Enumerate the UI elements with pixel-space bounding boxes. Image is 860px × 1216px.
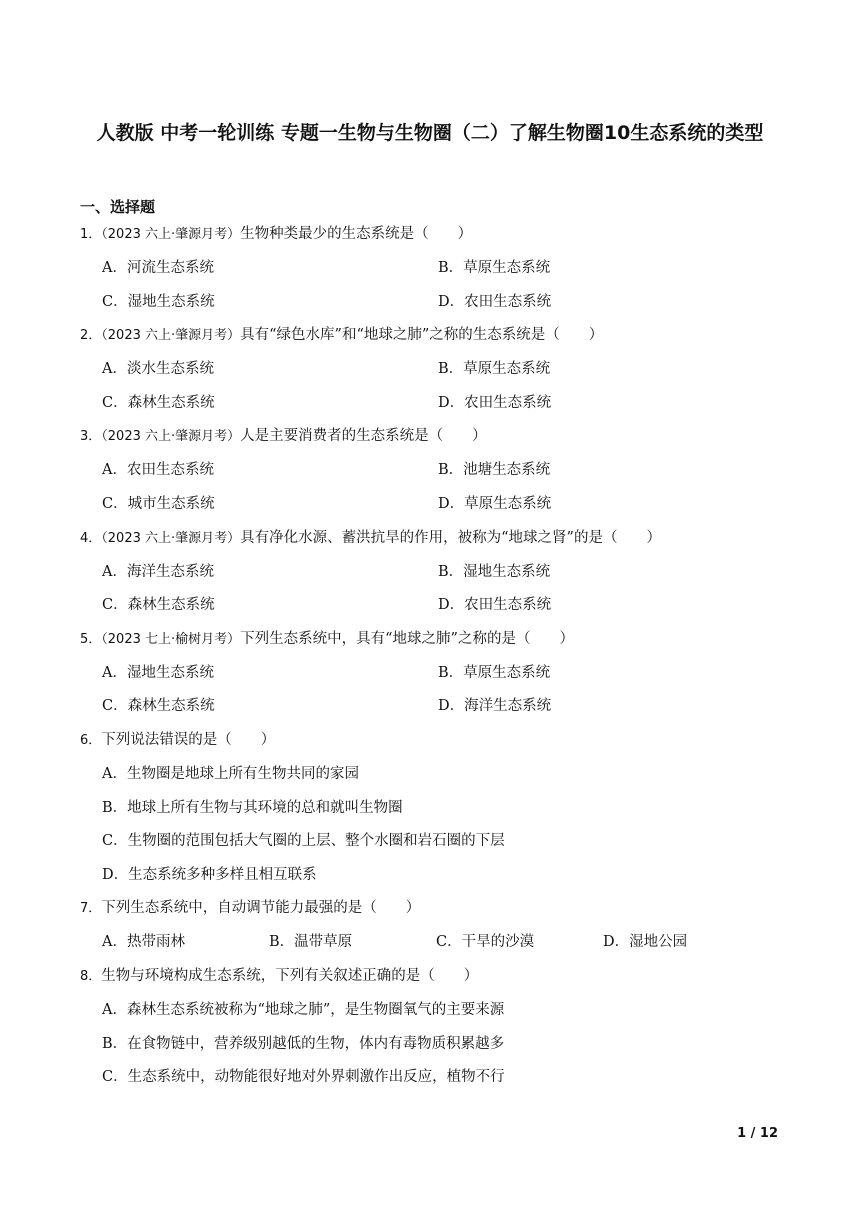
answer-options [80,764,780,898]
answer-option[interactable]: D．海洋生态系统 [438,698,552,715]
answer-option[interactable]: A．湿地生态系统 [102,664,214,681]
answer-option[interactable]: C．森林生态系统 [102,394,215,411]
answer-option[interactable]: B．在食物链中，营养级别越低的生物，体内有毒物质积累越多 [102,1035,505,1052]
answer-options [80,258,780,325]
question-1 [80,224,780,325]
answer-option[interactable]: B．温带草原 [269,934,353,951]
question-text: 人是主要消费者的生态系统是（ ） [240,428,487,445]
question-3 [80,426,780,527]
answer-option[interactable]: D．湿地公园 [603,934,688,951]
answer-option[interactable]: B．草原生态系统 [438,664,551,681]
answer-option[interactable]: D．农田生态系统 [438,597,552,614]
question-text: 下列生态系统中，自动调节能力最强的是（ ） [101,900,421,917]
question-number: 6． [80,732,102,748]
question-text: 生物与环境构成生态系统，下列有关叙述正确的是（ ） [101,967,479,984]
question-stem [80,528,780,562]
question-6 [80,730,780,898]
answer-option[interactable]: A．淡水生态系统 [102,361,214,378]
answer-option[interactable]: C．湿地生态系统 [102,293,215,310]
answer-option[interactable]: C．生态系统中，动物能很好地对外界刺激作出反应，植物不行 [102,1069,505,1086]
question-stem [80,224,780,258]
answer-option[interactable]: A．生物圈是地球上所有生物共同的家园 [102,765,359,782]
question-number: 8． [80,968,102,984]
answer-option[interactable]: B．池塘生态系统 [438,462,551,479]
answer-option[interactable]: A．海洋生态系统 [102,563,214,580]
answer-option[interactable]: D．农田生态系统 [438,293,552,310]
question-number: 1． [80,227,102,242]
question-stem [80,898,780,932]
question-4 [80,528,780,629]
question-text: 具有净化水源、蓄洪抗旱的作用，被称为“地球之肾”的是（ ） [240,529,661,546]
answer-option[interactable]: C．生物圈的范围包括大气圈的上层、整个水圈和岩石圈的下层 [102,833,505,850]
question-text: 具有“绿色水库”和“地球之肺”之称的生态系统是（ ） [240,327,604,344]
answer-options [80,1000,780,1101]
document-title: 人教版 中考一轮训练 专题一生物与生物圈（二）了解生物圈10生态系统的类型 [96,122,764,144]
answer-option[interactable]: A．农田生态系统 [102,462,214,479]
question-text: 下列生态系统中，具有“地球之肺”之称的是（ ） [240,630,574,647]
question-number: 5． [80,631,102,647]
question-source: （2023 六上·肇源月考） [101,227,241,242]
question-stem [80,325,780,359]
question-source: （2023 七上·榆树月考） [101,631,241,647]
answer-option[interactable]: B．湿地生态系统 [438,563,551,580]
answer-option[interactable]: A．河流生态系统 [102,260,214,276]
answer-options [80,359,780,426]
question-stem [80,426,780,460]
answer-option[interactable]: B．地球上所有生物与其环境的总和就叫生物圈 [102,799,403,816]
question-number: 3． [80,429,102,445]
answer-option[interactable]: A．森林生态系统被称为“地球之肺”，是生物圈氧气的主要来源 [102,1001,505,1018]
section-heading: 一、选择题 [80,198,156,216]
answer-options [80,460,780,527]
question-stem [80,629,780,663]
question-stem [80,966,780,1000]
question-number: 2． [80,328,102,344]
answer-option[interactable]: C．森林生态系统 [102,698,215,715]
question-7 [80,898,780,966]
question-stem [80,730,780,764]
answer-options [80,932,780,966]
question-number: 7． [80,901,102,917]
answer-option[interactable]: D．生态系统多种多样且相互联系 [102,866,317,883]
question-text: 下列说法错误的是（ ） [101,731,276,748]
answer-options [80,663,780,730]
answer-option[interactable]: A．热带雨林 [102,934,185,951]
answer-option[interactable]: D．农田生态系统 [438,394,552,411]
question-2 [80,325,780,426]
question-text: 生物种类最少的生态系统是（ ） [240,226,473,242]
question-source: （2023 六上·肇源月考） [101,530,241,546]
question-source: （2023 六上·肇源月考） [101,429,241,445]
answer-option[interactable]: C．城市生态系统 [102,495,215,512]
question-source: （2023 六上·肇源月考） [101,328,241,344]
question-number: 4． [80,530,102,546]
answer-option[interactable]: C．森林生态系统 [102,597,215,614]
answer-option[interactable]: B．草原生态系统 [438,260,551,276]
question-list [80,224,780,1101]
page-number: 1 / 12 [737,1126,778,1141]
question-5 [80,629,780,730]
answer-options [80,562,780,629]
answer-option[interactable]: C．干旱的沙漠 [436,934,535,951]
question-8 [80,966,780,1101]
answer-option[interactable]: B．草原生态系统 [438,361,551,378]
answer-option[interactable]: D．草原生态系统 [438,495,552,512]
